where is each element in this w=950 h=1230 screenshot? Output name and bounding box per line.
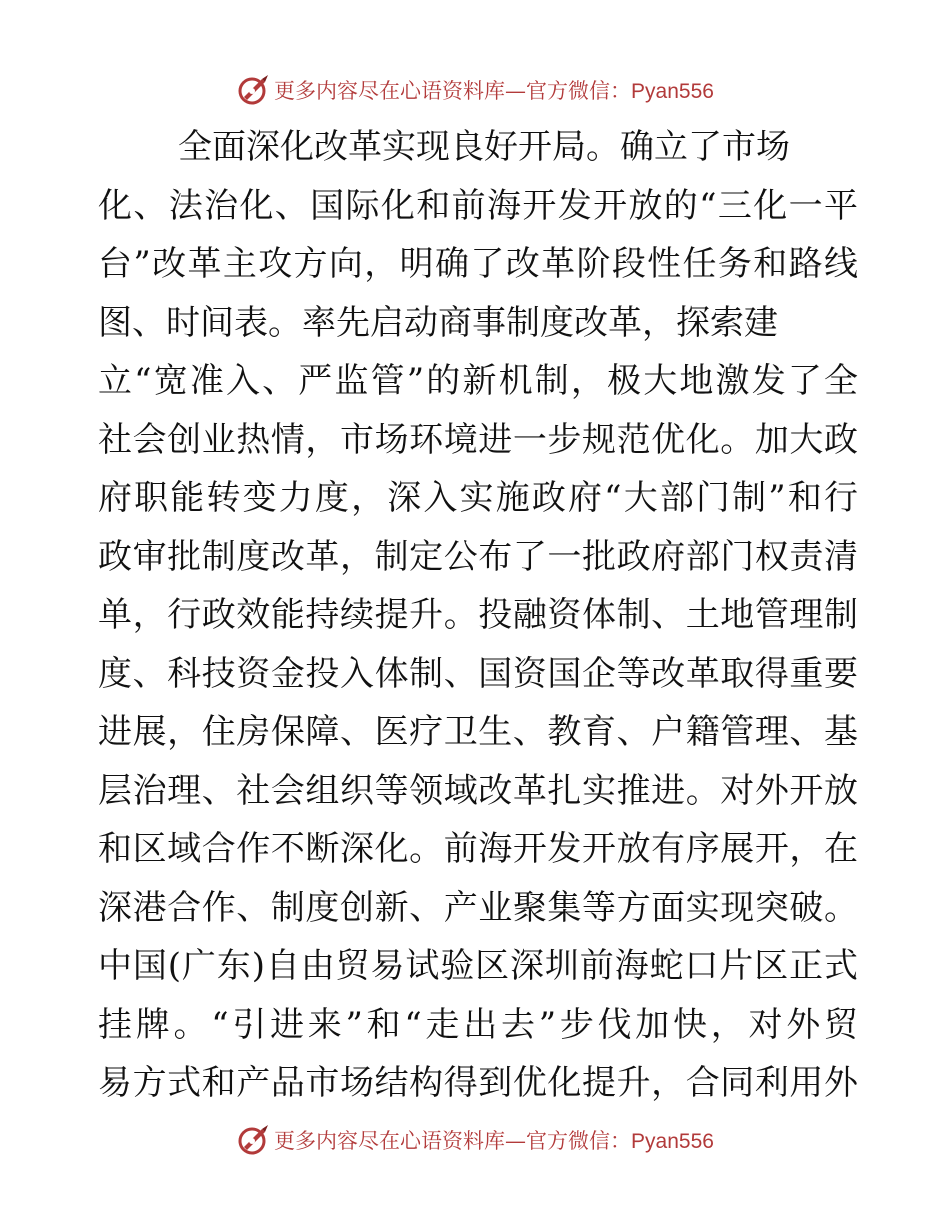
- quill-pen-seal-icon: [236, 73, 270, 107]
- paragraph-line: 府职能转变力度，深入实施政府“大部门制”和行: [98, 478, 858, 518]
- paragraph-line: 政审批制度改革，制定公布了一批政府部门权责清: [98, 536, 858, 577]
- paragraph-line: 立“宽准入、严监管”的新机制，极大地激发了全: [98, 361, 858, 401]
- paragraph-line: 易方式和产品市场结构得到优化提升，合同利用外: [98, 1063, 858, 1103]
- paragraph-line: 度、科技资金投入体制、国资国企等改革取得重要: [98, 653, 858, 694]
- paragraph-line: 社会创业热情，市场环境进一步规范优化。加大政: [98, 419, 858, 460]
- watermark-brand: 更多内容尽在心语资料库: [274, 79, 506, 103]
- watermark-account: Pyan556: [631, 1130, 714, 1153]
- watermark-dash: —: [505, 1129, 527, 1153]
- paragraph-line: 层治理、社会组织等领域改革扎实推进。对外开放: [98, 770, 858, 811]
- paragraph-line: 图、时间表。率先启动商事制度改革，探索建: [98, 302, 778, 343]
- paragraph-line: 台”改革主攻方向，明确了改革阶段性任务和路线: [98, 244, 858, 284]
- paragraph-line: 深港合作、制度创新、产业聚集等方面实现突破。: [98, 887, 858, 928]
- watermark-text: [274, 1125, 714, 1155]
- paragraph-line: 中国(广东)自由贸易试验区深圳前海蛇口片区正式: [98, 946, 858, 986]
- header-watermark: [0, 70, 950, 110]
- paragraph-line: 化、法治化、国际化和前海开发开放的“三化一平: [98, 185, 858, 226]
- document-body: [98, 118, 858, 1113]
- watermark-text: [274, 75, 714, 105]
- watermark-dash: —: [505, 79, 527, 103]
- paragraph-line: 全面深化改革实现良好开局。确立了市场: [178, 127, 790, 167]
- paragraph-line: 挂牌。“引进来”和“走出去”步伐加快，对外贸: [98, 1004, 858, 1045]
- footer-watermark: [0, 1120, 950, 1160]
- paragraph-line: 进展，住房保障、医疗卫生、教育、户籍管理、基: [98, 712, 858, 752]
- watermark-account: Pyan556: [631, 80, 714, 103]
- paragraph-line: 单，行政效能持续提升。投融资体制、土地管理制: [98, 595, 858, 635]
- watermark-label: 官方微信：: [526, 1129, 632, 1153]
- quill-pen-seal-icon: [236, 1123, 270, 1157]
- paragraph-line: 和区域合作不断深化。前海开发开放有序展开，在: [98, 829, 858, 869]
- watermark-label: 官方微信：: [526, 79, 632, 103]
- watermark-brand: 更多内容尽在心语资料库: [274, 1129, 506, 1153]
